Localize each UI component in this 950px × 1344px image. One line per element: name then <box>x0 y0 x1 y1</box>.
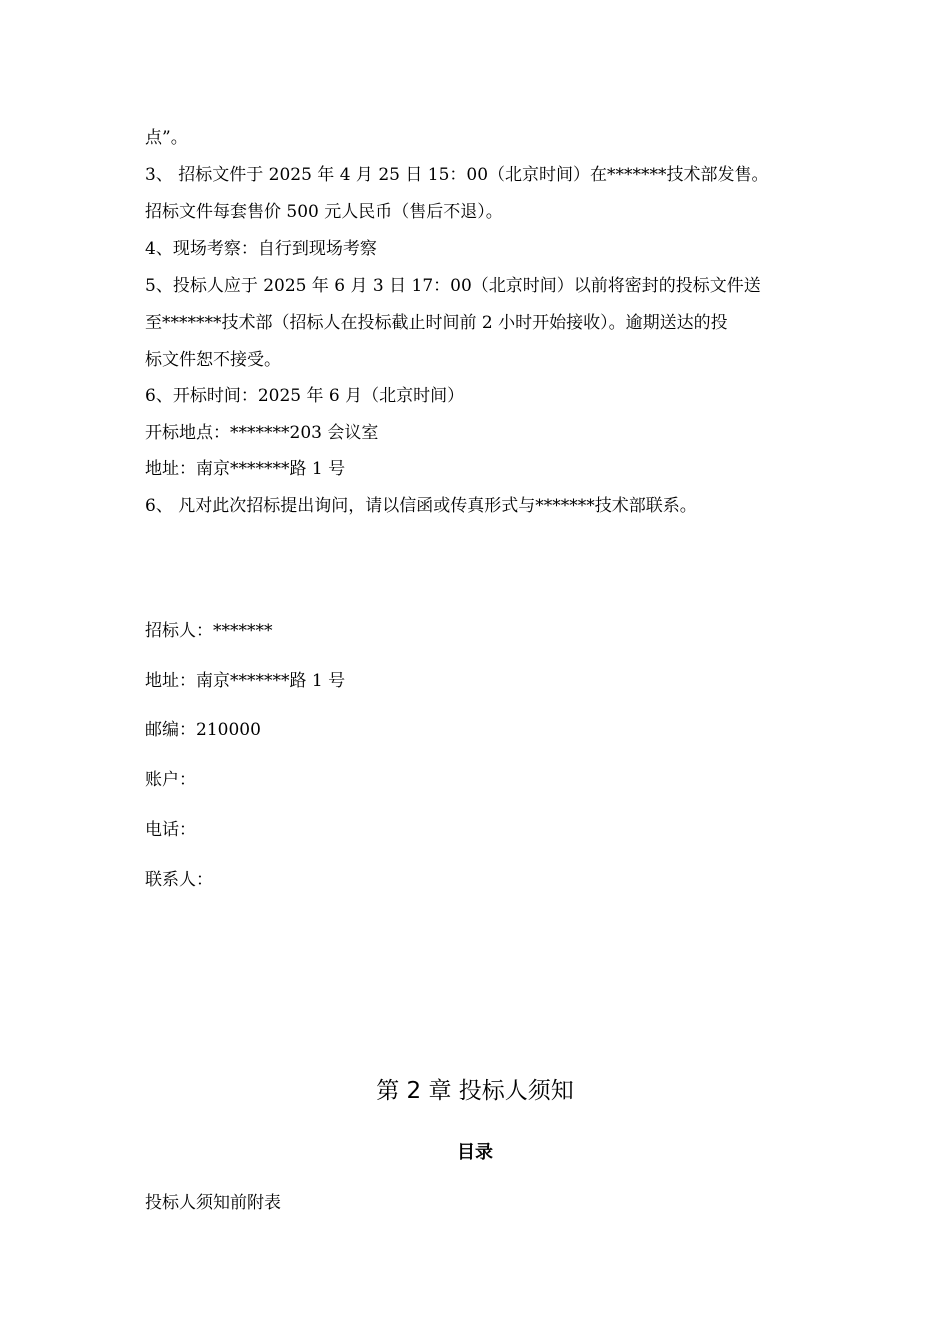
notice-line-5: 5、投标人应于 2025 年 6 月 3 日 17：00（北京时间）以前将密封的投标文件送 <box>145 276 761 296</box>
notice-line-3: 招标文件每套售价 500 元人民币（售后不退）。 <box>145 202 503 222</box>
notice-line-1: 点”。 <box>145 128 188 148</box>
notice-line-9: 开标地点：*******203 会议室 <box>145 423 379 443</box>
account-line: 账户： <box>145 770 196 790</box>
address-line: 地址：南京*******路 1 号 <box>145 671 346 691</box>
contact-person-line: 联系人： <box>145 870 213 890</box>
toc-item: 投标人须知前附表 <box>145 1193 281 1213</box>
notice-line-11: 6、 凡对此次招标提出询问，请以信函或传真形式与*******技术部联系。 <box>145 496 697 516</box>
postcode-line: 邮编：210000 <box>145 720 261 740</box>
tenderer-line: 招标人：******* <box>145 621 273 641</box>
notice-line-6: 至*******技术部（招标人在投标截止时间前 2 小时开始接收）。逾期送达的投 <box>145 313 728 333</box>
notice-line-2: 3、 招标文件于 2025 年 4 月 25 日 15：00（北京时间）在*******技术部发售。 <box>145 165 769 185</box>
notice-line-7: 标文件恕不接受。 <box>145 350 281 370</box>
notice-line-4: 4、现场考察：自行到现场考察 <box>145 239 377 259</box>
notice-line-8: 6、开标时间：2025 年 6 月（北京时间） <box>145 386 465 406</box>
phone-line: 电话： <box>145 820 196 840</box>
toc-title: 目录 <box>457 1142 493 1163</box>
chapter-title: 第 2 章 投标人须知 <box>376 1078 574 1104</box>
notice-line-10: 地址：南京*******路 1 号 <box>145 459 346 479</box>
